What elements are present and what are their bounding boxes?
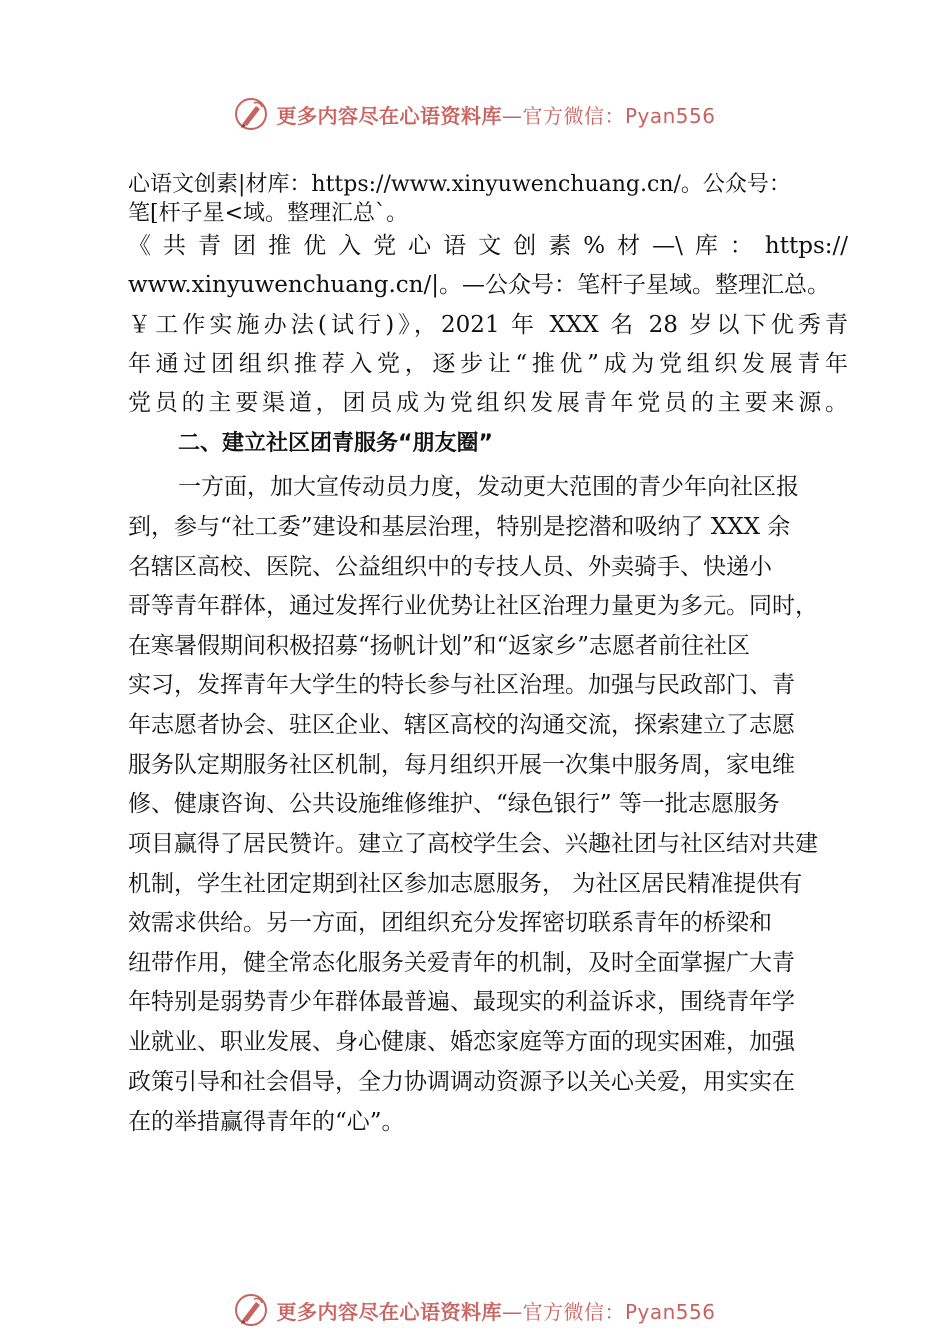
text-line: 笔[杆子星<域。整理汇总`。: [128, 201, 409, 226]
pen-logo-icon: [234, 1293, 268, 1327]
watermark-text: [276, 1296, 715, 1325]
text-line: 机制，学生社团定期到社区参加志愿服务， 为社区居民精准提供有: [128, 871, 803, 897]
watermark-separator: —: [501, 103, 523, 128]
footer-watermark: [0, 1290, 950, 1330]
watermark-separator: —: [501, 1299, 523, 1324]
text-line: 年通过团组织推荐入党，逐步让“推优”成为党组织发展青年: [128, 351, 848, 377]
text-line: 哥等青年群体，通过发挥行业优势让社区治理力量更为多元。同时，: [128, 593, 818, 619]
watermark-main: 更多内容尽在心语资料库: [276, 1299, 502, 1324]
paragraph-first-line: 一方面，加大宣传动员力度，发动更大范围的青少年向社区报: [178, 474, 799, 500]
text-line: 修、健康咨询、公共设施维修维护、“绿色银行” 等一批志愿服务: [128, 791, 780, 817]
text-line: ￥工作实施办法(试行)》，2021 年 XXX 名 28 岁以下优秀青: [128, 312, 848, 338]
text-line: 《共青团推优入党心语文创素%材—\库：https://: [128, 233, 848, 259]
text-line: 实习，发挥青年大学生的特长参与社区治理。加强与民政部门、青: [128, 672, 795, 698]
pen-logo-icon: [234, 97, 268, 131]
text-line: 政策引导和社会倡导，全力协调调动资源予以关心关爱，用实实在: [128, 1069, 795, 1095]
watermark-text: [276, 100, 715, 129]
header-watermark: [0, 94, 950, 134]
text-line: 到，参与“社工委”建设和基层治理，特别是挖潜和吸纳了 XXX 余: [128, 514, 791, 540]
text-line: 党员的主要渠道，团员成为党组织发展青年党员的主要来源。: [128, 390, 848, 416]
text-line: 名辖区高校、医院、公益组织中的专技人员、外卖骑手、快递小: [128, 554, 772, 580]
watermark-contact: 官方微信：Pyan556: [522, 1299, 716, 1324]
section-heading: 二、建立社区团青服务“朋友圈”: [178, 431, 493, 456]
text-line: 在寒暑假期间积极招募“扬帆计划”和“返家乡”志愿者前往社区: [128, 633, 751, 659]
text-line: 心语文创素|材库：https://www.xinyuwenchuang.cn/。公众号：: [128, 172, 791, 197]
text-line: 服务队定期服务社区机制，每月组织开展一次集中服务周，家电维: [128, 752, 795, 778]
text-line: www.xinyuwenchuang.cn/|。—公众号：笔杆子星域。整理汇总。: [128, 272, 830, 298]
text-line: 效需求供给。另一方面，团组织充分发挥密切联系青年的桥梁和: [128, 910, 772, 936]
text-line: 在的举措赢得青年的“心”。: [128, 1109, 405, 1135]
text-line: 项目赢得了居民赞许。建立了高校学生会、兴趣社团与社区结对共建: [128, 831, 818, 857]
text-line: 纽带作用，健全常态化服务关爱青年的机制，及时全面掌握广大青: [128, 950, 795, 976]
text-line: 年特别是弱势青少年群体最普遍、最现实的利益诉求，围绕青年学: [128, 989, 795, 1015]
watermark-contact: 官方微信：Pyan556: [522, 103, 716, 128]
text-line: 年志愿者协会、驻区企业、辖区高校的沟通交流，探索建立了志愿: [128, 712, 795, 738]
watermark-main: 更多内容尽在心语资料库: [276, 103, 502, 128]
text-line: 业就业、职业发展、身心健康、婚恋家庭等方面的现实困难，加强: [128, 1029, 795, 1055]
